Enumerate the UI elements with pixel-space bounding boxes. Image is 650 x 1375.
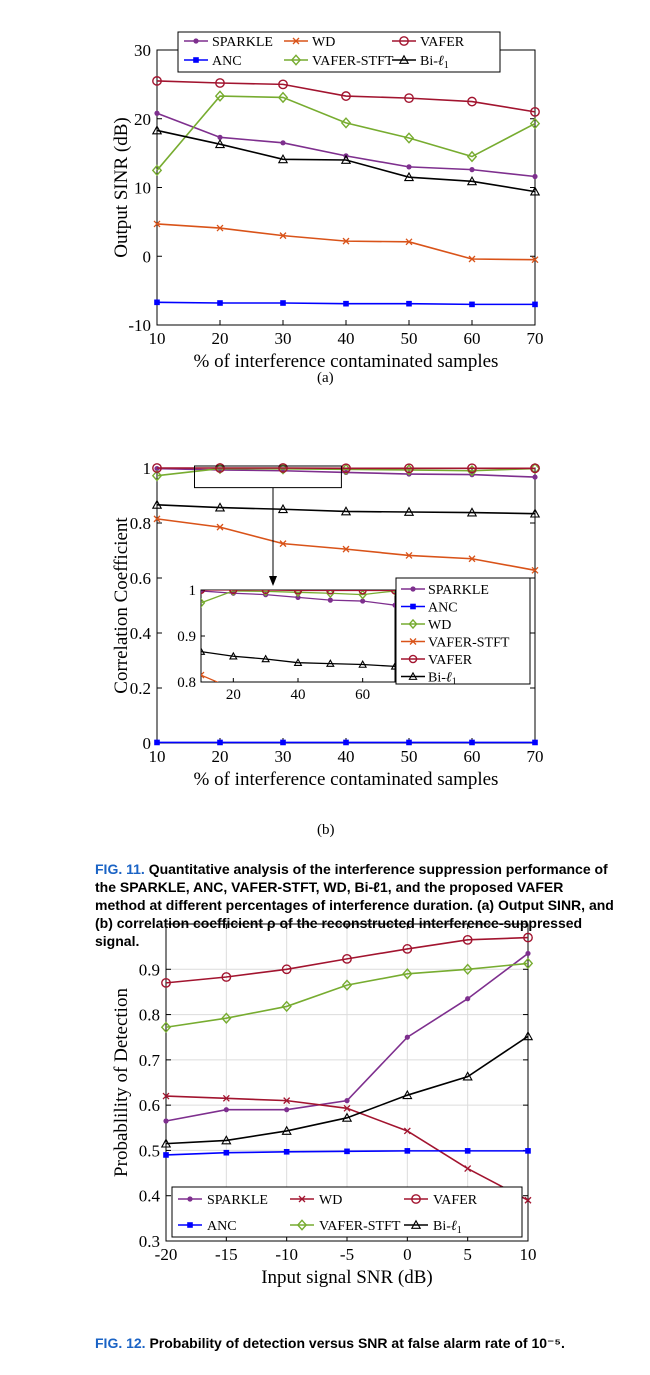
y-tick-label: 0	[142, 247, 151, 267]
y-tick-label: 0.7	[138, 1050, 160, 1070]
data-point-SPARKLE	[469, 167, 474, 172]
inset-y-tick-label: 0.8	[177, 675, 196, 691]
data-point-ANC	[224, 1150, 230, 1156]
data-point-ANC	[406, 301, 412, 307]
x-tick-label: 5	[463, 1245, 472, 1264]
x-tick-label: 40	[337, 747, 355, 766]
legend-a	[178, 32, 500, 72]
data-point-SPARKLE	[405, 1035, 410, 1040]
series-line-VAFER-STFT	[157, 96, 535, 170]
chart-a	[111, 32, 544, 372]
inset-point-ANC	[295, 1046, 301, 1052]
inset-x-tick-label: 40	[290, 687, 306, 703]
y-tick-label: 0.9	[138, 960, 160, 980]
inset-x-tick-label: 60	[355, 687, 371, 703]
legend-label-WD: WD	[312, 35, 336, 50]
y-tick-label: 0.4	[129, 624, 151, 643]
legend-label-VAFER: VAFER	[420, 35, 465, 50]
x-tick-label: -15	[214, 1245, 238, 1264]
legend-label-ANC: ANC	[212, 54, 242, 69]
legend-label-Bi-l1: Bi-ℓ$_1$	[433, 1219, 462, 1236]
data-point-ANC	[154, 300, 160, 306]
series-line-WD	[157, 519, 535, 570]
legend-label-WD: WD	[319, 1193, 343, 1208]
y-tick-label: 1	[142, 459, 151, 478]
inset-point-WD	[295, 723, 301, 729]
inset-point-ANC	[360, 1046, 366, 1052]
legend-b	[396, 578, 530, 688]
inset-y-tick-label: 0.9	[177, 629, 196, 645]
inset-point-WD	[392, 758, 398, 764]
inset-y-tick-label: 1	[188, 583, 196, 599]
legend-label-Bi-l1: Bi-ℓ$_1$	[420, 54, 449, 71]
x-tick-label: 0	[403, 1245, 412, 1264]
subfigure-b-label: (b)	[317, 822, 335, 838]
legend-label-Bi-l1: Bi-ℓ$_1$	[428, 670, 457, 688]
data-point-ANC	[284, 1149, 290, 1155]
legend-label-VAFER-STFT: VAFER-STFT	[312, 54, 394, 69]
data-point-ANC	[217, 300, 223, 306]
x-tick-label: -5	[339, 1245, 355, 1264]
legend-label-SPARKLE: SPARKLE	[207, 1193, 268, 1208]
data-point-SPARKLE	[532, 474, 537, 479]
x-axis-label: % of interference contaminated samples	[193, 769, 499, 790]
data-point-SPARKLE	[284, 1107, 289, 1112]
y-tick-label: 0.3	[138, 1232, 160, 1251]
inset-point-ANC	[231, 1046, 237, 1052]
series-line-VAFER	[157, 81, 535, 112]
x-axis-label: Input signal SNR (dB)	[261, 1267, 433, 1288]
y-axis-label: Probablility of Detection	[111, 988, 132, 1177]
x-tick-label: 60	[463, 747, 481, 766]
inset-point-ANC	[328, 1046, 334, 1052]
y-tick-label: 0.8	[138, 1005, 160, 1025]
legend-c	[172, 1187, 522, 1237]
x-tick-label: 30	[274, 747, 292, 766]
y-tick-label: 10	[134, 178, 151, 198]
chart-c	[111, 924, 537, 1288]
series-line-Bi-l1	[157, 130, 535, 191]
x-axis-label: % of interference contaminated samples	[193, 351, 499, 372]
data-point-ANC	[163, 1152, 169, 1158]
legend-label-WD: VAFER-STFT	[428, 635, 510, 651]
y-tick-label: 0	[142, 734, 151, 753]
figure-11-text: Quantitative analysis of the interference suppression performance of the SPARKLE, ANC, VAFER-STFT, WD, Bi-ℓ1, and the proposed VAFER method at different percentages of interference duration. (a) Output SINR, and (b) correlation coefficient ρ of the reconstructed interference-suppressed signal.	[95, 861, 614, 949]
y-tick-label: 30	[134, 41, 151, 60]
legend-marker-ANC	[410, 604, 416, 610]
data-point-ANC	[405, 1148, 411, 1154]
data-point-ANC	[280, 740, 286, 746]
x-tick-label: -20	[154, 1245, 178, 1264]
subfigure-a-label: (a)	[317, 370, 334, 386]
figure-12-number: FIG. 12.	[95, 1335, 146, 1351]
x-tick-label: 70	[526, 329, 544, 348]
zoom-arrow-head	[269, 576, 277, 586]
inset-frame	[201, 590, 395, 682]
y-axis-label: Correlation Coefficient	[111, 517, 132, 694]
data-point-SPARKLE	[344, 1098, 349, 1103]
data-point-ANC	[532, 740, 538, 746]
y-tick-label: 0.4	[138, 1186, 160, 1206]
x-tick-label: 10	[148, 747, 166, 766]
data-point-ANC	[525, 1148, 531, 1154]
inset-point-WD	[263, 714, 269, 720]
legend-marker-ANC	[187, 1222, 193, 1228]
y-tick-label: -10	[128, 316, 151, 335]
y-tick-label: 0.2	[129, 679, 151, 698]
data-point-SPARKLE	[525, 951, 530, 956]
legend-label-SPARKLE: SPARKLE	[212, 35, 273, 50]
y-axis-label: Output SINR (dB)	[111, 117, 132, 258]
inset-point-ANC	[198, 1046, 204, 1052]
x-tick-label: 20	[211, 747, 229, 766]
x-tick-label: 70	[526, 747, 544, 766]
data-point-ANC	[469, 302, 475, 308]
inset-point-SPARKLE	[328, 598, 333, 603]
legend-marker-SPARKLE	[187, 1196, 192, 1201]
data-point-ANC	[280, 300, 286, 306]
legend-marker-SPARKLE	[193, 38, 198, 43]
data-point-SPARKLE	[406, 164, 411, 169]
data-point-ANC	[217, 740, 223, 746]
x-tick-label: -10	[275, 1245, 299, 1264]
data-point-SPARKLE	[532, 174, 537, 179]
legend-label-ANC: ANC	[428, 600, 458, 616]
y-tick-label: 20	[134, 109, 151, 129]
data-point-ANC	[406, 740, 412, 746]
y-tick-label: 0.6	[138, 1096, 160, 1116]
legend-label-SPARKLE: SPARKLE	[428, 583, 489, 598]
y-tick-label: 0.5	[138, 1141, 160, 1161]
data-point-ANC	[154, 740, 160, 746]
figure-11-number: FIG. 11.	[95, 861, 145, 877]
legend-label-VAFER-STFT: WD	[428, 618, 452, 633]
figure-12-text: Probability of detection versus SNR at false alarm rate of 10⁻⁵.	[149, 1335, 565, 1351]
x-tick-label: 60	[463, 329, 481, 348]
data-point-ANC	[343, 740, 349, 746]
x-tick-label: 30	[274, 329, 292, 348]
x-tick-label: 10	[148, 329, 166, 348]
data-point-SPARKLE	[154, 111, 159, 116]
x-tick-label: 50	[400, 329, 418, 348]
data-point-ANC	[343, 301, 349, 307]
y-tick-label: 0.6	[129, 569, 151, 588]
legend-label-VAFER: VAFER	[428, 653, 473, 668]
figure-12-caption	[95, 1334, 615, 1352]
data-point-SPARKLE	[280, 140, 285, 145]
legend-label-VAFER-STFT: VAFER-STFT	[319, 1219, 401, 1234]
x-tick-label: 40	[337, 329, 355, 348]
x-tick-label: 20	[211, 329, 229, 348]
figure-11-caption	[95, 860, 615, 950]
legend-marker-SPARKLE	[410, 586, 415, 591]
data-point-SPARKLE	[465, 996, 470, 1001]
legend-label-VAFER: VAFER	[433, 1193, 478, 1208]
data-point-SPARKLE	[163, 1118, 168, 1123]
data-point-ANC	[465, 1148, 471, 1154]
data-point-ANC	[344, 1149, 350, 1155]
legend-marker-ANC	[193, 57, 199, 63]
data-point-ANC	[532, 302, 538, 308]
legend-label-ANC: ANC	[207, 1219, 237, 1234]
inset-x-tick-label: 20	[225, 687, 241, 703]
x-tick-label: 50	[400, 747, 418, 766]
data-point-SPARKLE	[224, 1107, 229, 1112]
inset-point-WD	[327, 733, 333, 739]
inset-point-ANC	[263, 1046, 269, 1052]
data-point-ANC	[469, 740, 475, 746]
x-tick-label: 10	[519, 1245, 537, 1264]
y-tick-label: 0.8	[129, 514, 151, 533]
